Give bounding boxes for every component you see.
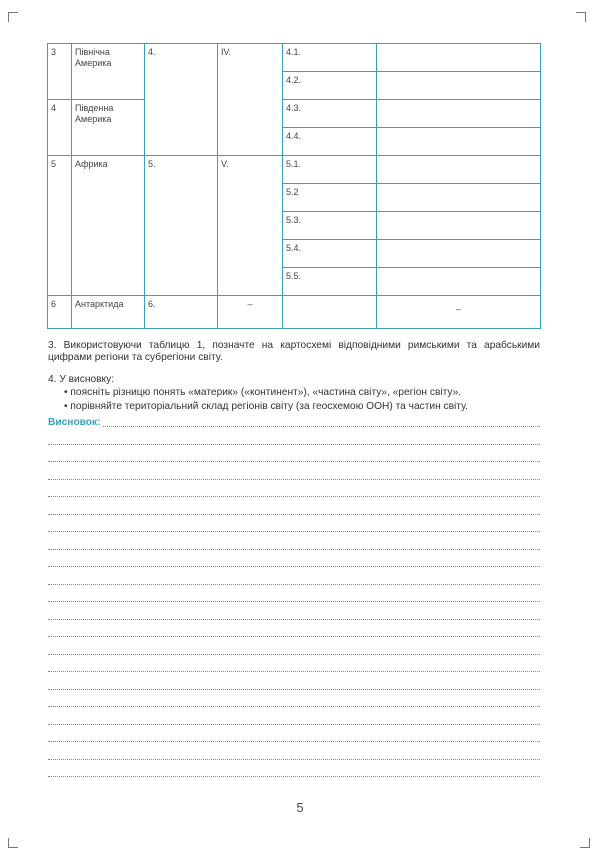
task-4-bullet-2: • порівняйте територіальний склад регіонів світу (за геосхемою ООН) та частин світу. (64, 401, 468, 412)
dotted-writing-line[interactable] (48, 619, 540, 620)
part-cell: 4. (145, 44, 218, 156)
subregion-cell: 5.1. (283, 156, 377, 184)
subregion-cell: 4.3. (283, 100, 377, 128)
dotted-writing-line[interactable] (48, 759, 540, 760)
dotted-writing-line[interactable] (48, 479, 540, 480)
answer-cell[interactable] (377, 128, 541, 156)
subregion-cell: 5.3. (283, 212, 377, 240)
answer-cell[interactable] (377, 156, 541, 184)
continent-cell: Північна Америка (72, 44, 145, 100)
page-number: 5 (296, 800, 304, 815)
dotted-writing-line[interactable] (48, 549, 540, 550)
task-4-text: 4. У висновку: (48, 374, 115, 385)
dotted-writing-line[interactable] (48, 514, 540, 515)
table-row (48, 296, 541, 329)
dotted-writing-line[interactable] (48, 584, 540, 585)
answer-cell[interactable] (377, 184, 541, 212)
answer-cell[interactable] (377, 268, 541, 296)
bullet-text: пояснiть різницю понять «материк» («континент»), «частина світу», «регіон світу». (70, 387, 462, 398)
answer-cell[interactable] (377, 212, 541, 240)
bullet-text: порівняйте територіальний склад регіонів світу (за геосхемою ООН) та частин світу. (70, 401, 468, 412)
crop-mark-tr (576, 12, 586, 22)
part-cell: 5. (145, 156, 218, 296)
answer-cell[interactable] (377, 100, 541, 128)
row-number: 6 (48, 296, 72, 329)
answer-cell[interactable] (377, 240, 541, 268)
dotted-writing-line[interactable] (48, 776, 540, 777)
row-number: 5 (48, 156, 72, 296)
crop-mark-br (580, 838, 590, 848)
dotted-writing-line[interactable] (48, 706, 540, 707)
subregion-cell: 5.2 (283, 184, 377, 212)
continent-cell: Антарктида (72, 296, 145, 329)
subregion-cell: 5.4. (283, 240, 377, 268)
row-number: 3 (48, 44, 72, 100)
region-cell: V. (218, 156, 283, 296)
dotted-writing-line[interactable] (48, 444, 540, 445)
subregion-cell: 4.1. (283, 44, 377, 72)
dotted-writing-line[interactable] (48, 689, 540, 690)
task-3-text: 3. Використовуючи таблицю 1, позначте на картосхемі відповідними римськими та арабськими цифрами регіони та субрегіони світу. (48, 340, 540, 363)
dotted-writing-line[interactable] (48, 566, 540, 567)
answer-cell[interactable] (377, 72, 541, 100)
row-number: 4 (48, 100, 72, 156)
dotted-writing-line[interactable] (48, 496, 540, 497)
subregion-cell: 4.2. (283, 72, 377, 100)
table-row (48, 44, 541, 72)
conclusion-label: Висновок: (48, 417, 101, 428)
dotted-writing-line[interactable] (48, 531, 540, 532)
task-4-bullet-1: • пояснiть різницю понять «материк» («континент»), «частина світу», «регіон світу». (64, 387, 462, 398)
dotted-writing-line[interactable] (48, 636, 540, 637)
dotted-writing-line[interactable] (48, 724, 540, 725)
subregion-cell: 5.5. (283, 268, 377, 296)
crop-mark-tl (8, 12, 18, 22)
answer-cell: – (377, 296, 541, 329)
dotted-writing-line[interactable] (48, 461, 540, 462)
table-row (48, 156, 541, 184)
dotted-writing-line[interactable] (48, 654, 540, 655)
dotted-writing-line[interactable] (48, 601, 540, 602)
dotted-writing-line[interactable] (48, 741, 540, 742)
regions-table (47, 43, 541, 329)
subregion-cell[interactable] (283, 296, 377, 329)
region-cell: – (218, 296, 283, 329)
dotted-writing-line[interactable] (48, 671, 540, 672)
answer-cell[interactable] (377, 44, 541, 72)
crop-mark-bl (8, 838, 18, 848)
subregion-cell: 4.4. (283, 128, 377, 156)
continent-cell: Африка (72, 156, 145, 296)
dotted-writing-line[interactable] (48, 426, 540, 427)
continent-cell: Південна Америка (72, 100, 145, 156)
region-cell: IV. (218, 44, 283, 156)
table-row (48, 100, 541, 128)
part-cell: 6. (145, 296, 218, 329)
